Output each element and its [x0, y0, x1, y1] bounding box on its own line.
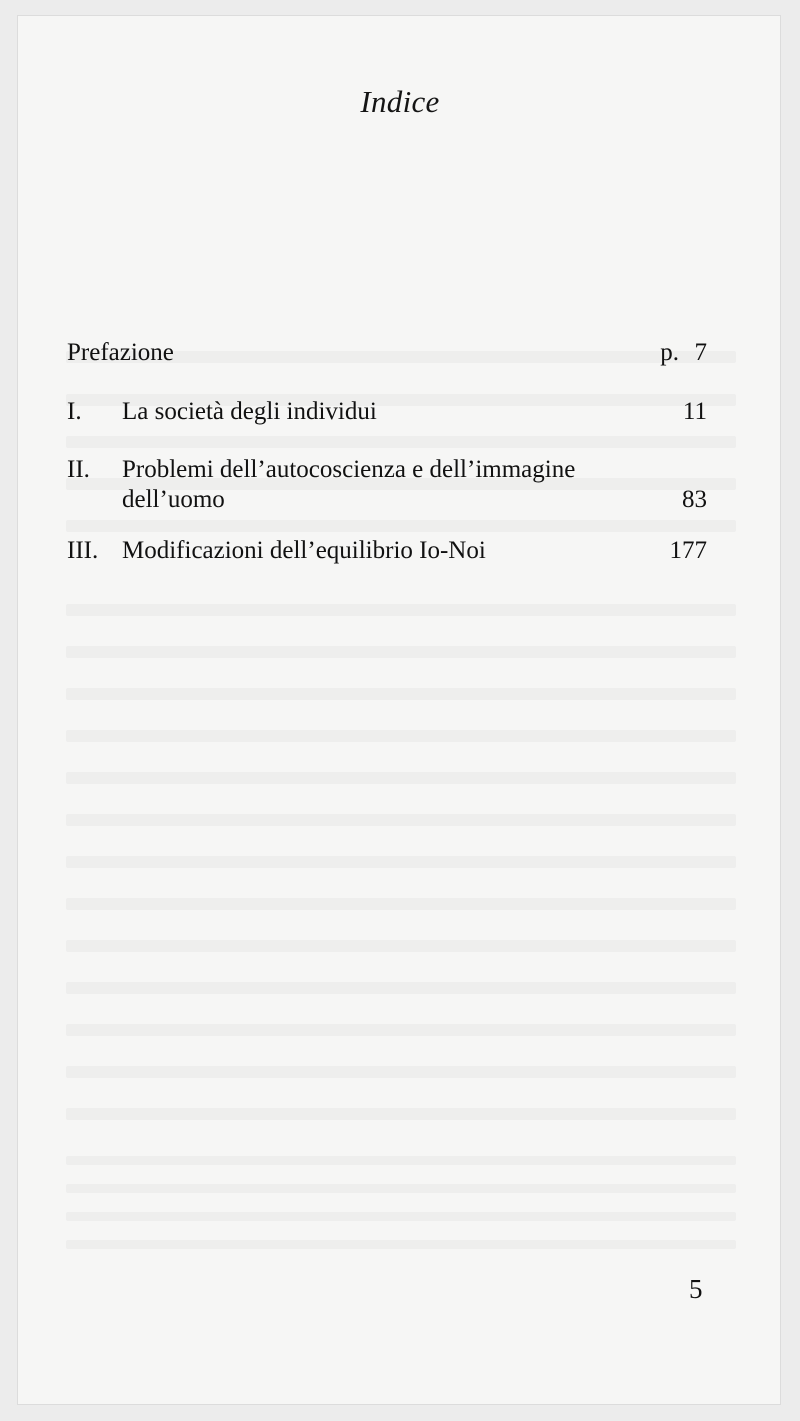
bleed-through-line — [66, 520, 736, 532]
toc-entry-title: Prefazione — [67, 339, 174, 366]
bleed-through-line — [66, 646, 736, 658]
toc-entry-title: Modificazioni dell’equilibrio Io-Noi — [122, 537, 486, 564]
bleed-through-line — [66, 982, 736, 994]
bleed-through-line — [66, 1212, 736, 1221]
page-number: 5 — [689, 1274, 703, 1304]
bleed-through-line — [66, 1156, 736, 1165]
bleed-through-line — [66, 898, 736, 910]
bleed-through-line — [66, 940, 736, 952]
page-prefix: p. — [660, 339, 679, 366]
page-title: Indice — [360, 84, 440, 119]
toc-entry-page: 83 — [682, 486, 707, 513]
bleed-through-line — [66, 730, 736, 742]
chapter-number: I. — [67, 398, 82, 425]
toc-entry-title: La società degli individui — [122, 398, 377, 425]
bleed-through-line — [66, 1108, 736, 1120]
bleed-through-line — [66, 1184, 736, 1193]
bleed-through-line — [66, 688, 736, 700]
bleed-through-line — [66, 856, 736, 868]
toc-entry-title-continued: dell’uomo — [122, 486, 225, 513]
toc-entry-title: Problemi dell’autocoscienza e dell’immagine — [122, 456, 576, 483]
chapter-number: III. — [67, 537, 99, 564]
bleed-through-line — [66, 1066, 736, 1078]
chapter-number: II. — [67, 456, 90, 483]
toc-entry-page: 177 — [669, 537, 707, 564]
bleed-through-line — [66, 814, 736, 826]
toc-entry-page: 11 — [682, 398, 707, 425]
bleed-through-line — [66, 1240, 736, 1249]
bleed-through-line — [66, 436, 736, 448]
bleed-through-line — [66, 772, 736, 784]
bleed-through-line — [66, 1024, 736, 1036]
toc-entry-page: 7 — [694, 339, 707, 366]
book-page — [18, 16, 780, 1404]
bleed-through-line — [66, 604, 736, 616]
